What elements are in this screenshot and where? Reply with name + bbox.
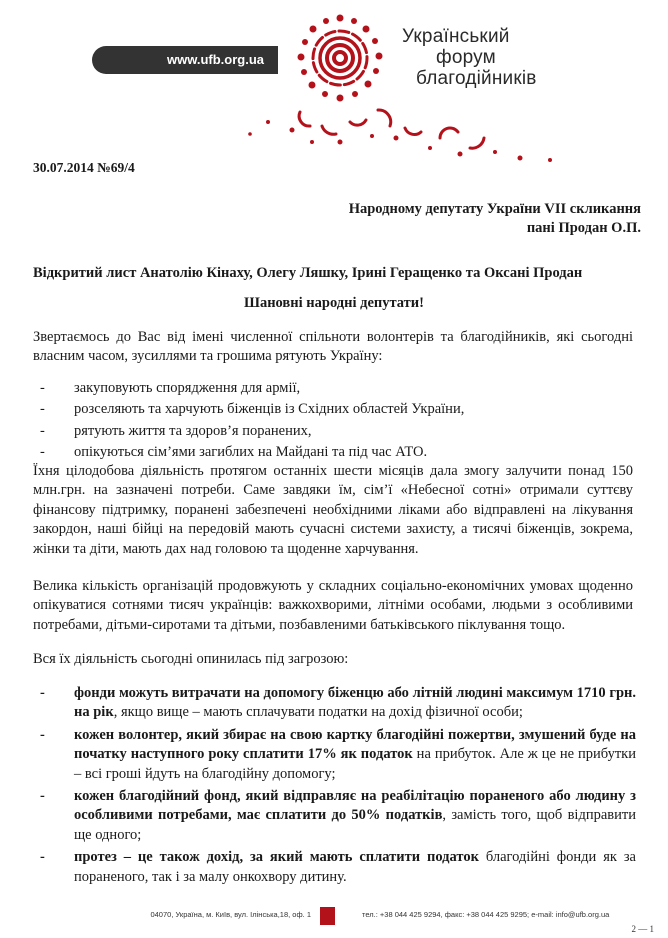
list-item: - розселяють та харчують біженців із Східних областей України, [40,401,465,418]
list-item: - опікуються сім’ями загиблих на Майдані та під час АТО. [40,444,428,461]
footer [0,907,668,923]
activities-list [40,379,636,465]
list-item: - закуповують спорядження для армії, [40,380,301,396]
body-paragraph: Їхня цілодобова діяльність протягом останніх шести місяців дала змогу залучити понад 150 млн.грн. на зазначені потреби. Саме завдяки їм, сім’ї «Небесної сотні» отримали суттєву фінансову підтримку, поранені забезпечені необхідними ліками або відправлені на лікування закордон, наші бійці на передовій мають сучасні системи захисту, а тисячі біженців, зокрема, жінки та діти, мають дах над головою та щоденне харчування. [33,463,633,557]
org-name-line: Український [402,26,510,47]
decorative-dots-divider [0,108,668,168]
website-url-badge[interactable]: www.ufb.org.ua [92,46,278,74]
list-item: - кожен волонтер, який збирає на свою картку благодійні пожертви, змушений буде на початку наступного року сплатити 17% як податок на прибуток. Але ж це не прибутки – всі гроші йдуть на благодійну допомогу; [40,726,636,782]
body-paragraph: Звертаємось до Вас від імені численної спільноти волонтерів та благодійників, які сьогодні власним часом, зусиллями та грошима рятують Україну: [33,329,633,365]
addressee-line: пані Продан О.П. [526,220,641,236]
letter-title: Відкритий лист Анатолію Кінаху, Олегу Ляшку, Ірині Геращенко та Оксані Продан [33,265,583,281]
list-item: - кожен благодійний фонд, який відправляє на реабілітацію пораненого або людину з особливими потребами, має сплатити до 50% податків, замість того, щоб відправити ще одного; [40,788,636,843]
org-name-line: благодійників [416,68,537,89]
list-item: - рятують життя та здоров’я поранених, [40,422,312,439]
threats-list [40,684,636,890]
list-item: - фонди можуть витрачати на допомогу біженцю або літній людині максимум 1710 грн. на рік, якщо вище – мають сплачувати податки на дохід фізичної особи; [40,685,636,721]
organization-name [402,26,537,89]
org-name-line: форум [436,47,496,68]
page-number: 2 — 1 [631,924,654,934]
greeting: Шановні народні депутати! [244,295,424,311]
footer-contacts: тел.: +38 044 425 9294, факс: +38 044 425 9295; e-mail: info@ufb.org.ua [362,910,610,919]
body-paragraph: Вся їх діяльність сьогодні опинилась під загрозою: [33,651,349,667]
letter-reference: 30.07.2014 №69/4 [33,160,135,175]
addressee-line: Народному депутату України VII скликання [348,201,641,217]
body-paragraph: Велика кількість організацій продовжують у складних соціально-економічних умовах щоденно опікуватися сотнями тисяч українців: важкохворими, літніми особами, людьми з особливими потребами, дітьми-сиротами та дітьми, позбавленими батьківського піклування тощо. [33,578,633,633]
brand-mark [320,907,335,925]
addressee [349,200,641,238]
footer-address: 04070, Україна, м. Київ, вул. Ілінська,18, оф. 1 [150,910,311,919]
spiral-sun-icon [290,8,390,108]
list-item: - протез – це також дохід, за який мають сплатити податок благодійні фонди як за пораненого, так і за малу онкохвору дитину. [40,849,636,885]
